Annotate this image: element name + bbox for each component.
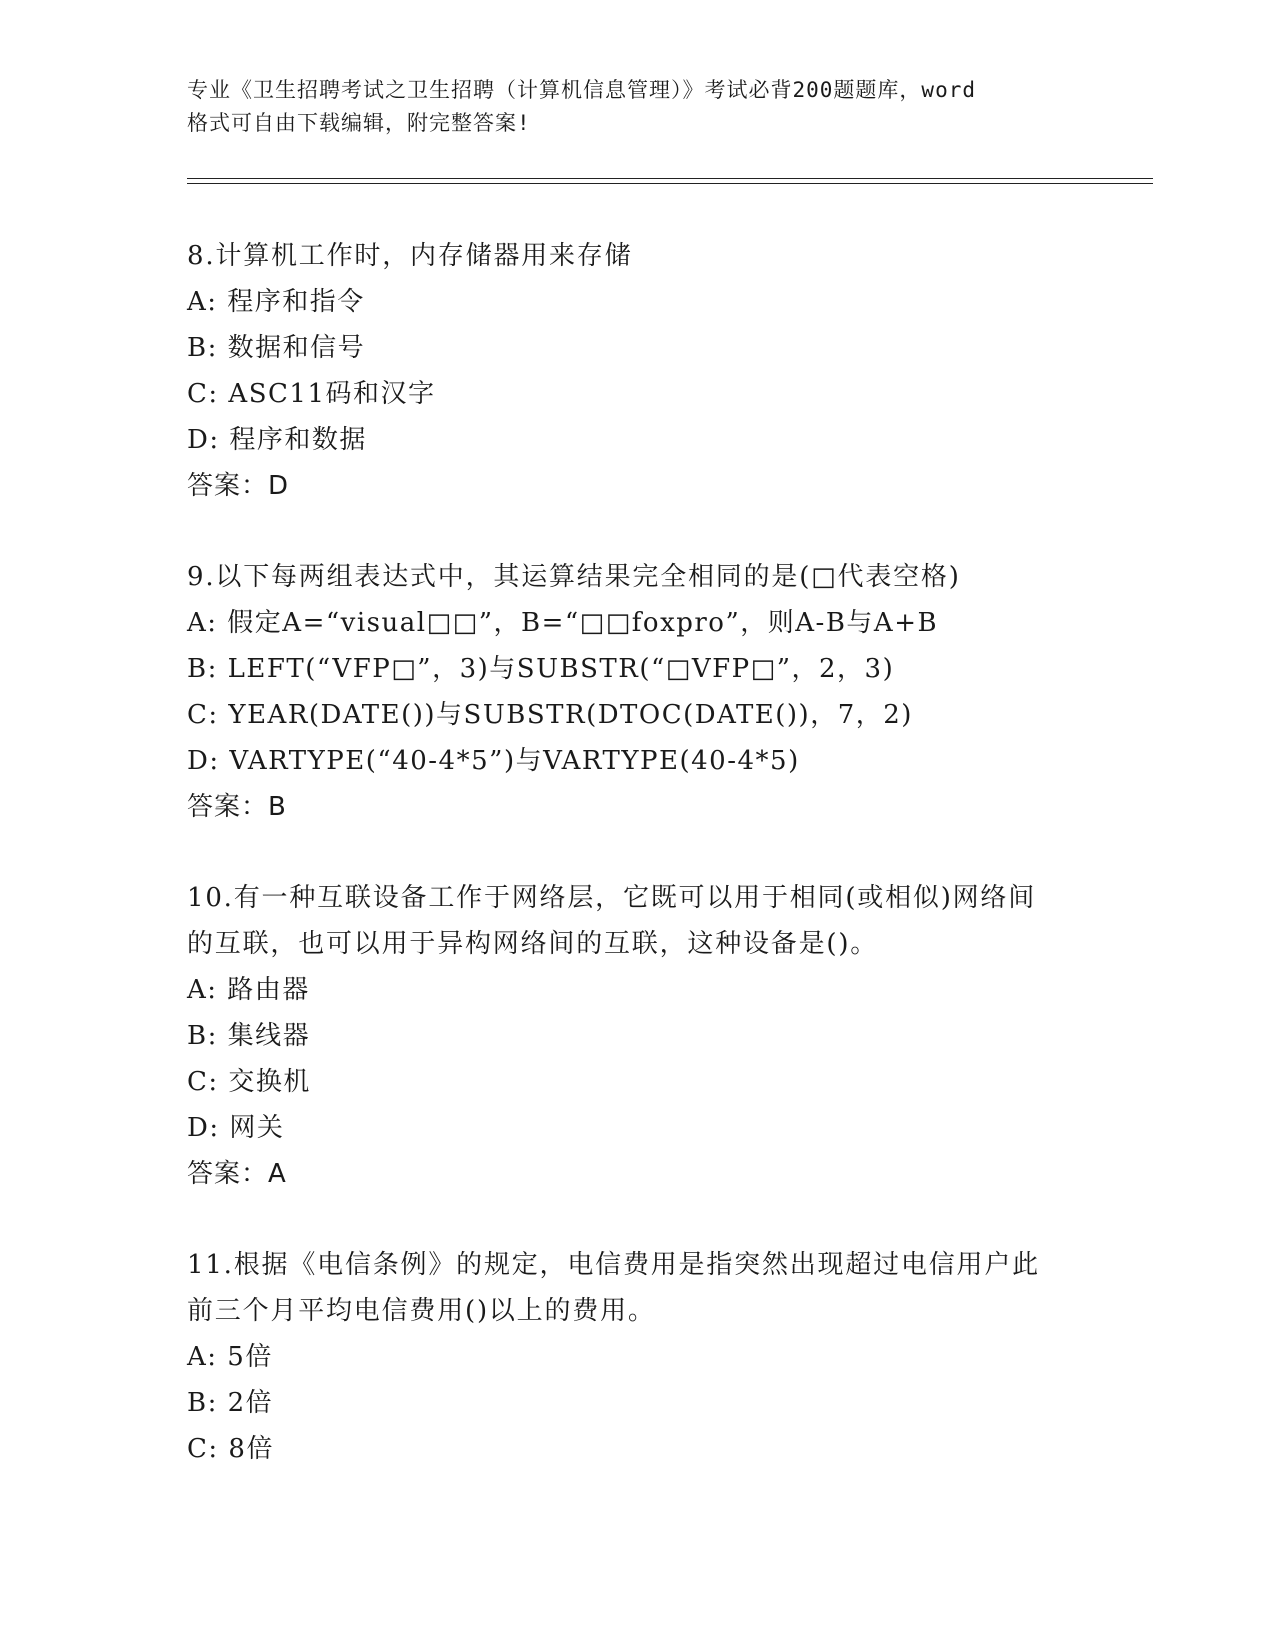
question-10 <box>187 875 1087 1197</box>
answer-label: 答案：A <box>187 1159 287 1189</box>
question-text-line-2: 前三个月平均电信费用()以上的费用。 <box>187 1296 656 1326</box>
option-c: C: ASC11码和汉字 <box>187 379 436 409</box>
option-b: B: LEFT(“VFP□”，3)与SUBSTR(“□VFP□”，2，3) <box>187 654 895 684</box>
option-a: A: 假定A=“visual□□”，B=“□□foxpro”，则A-B与A+B <box>187 608 939 638</box>
header-line-2: 格式可自由下载编辑，附完整答案! <box>187 111 531 135</box>
question-text: 9.以下每两组表达式中，其运算结果完全相同的是(□代表空格) <box>187 562 961 592</box>
question-text-line-2: 的互联，也可以用于异构网络间的互联，这种设备是()。 <box>187 929 879 959</box>
question-8 <box>187 233 1087 509</box>
document-header <box>187 74 1087 140</box>
option-c: C: YEAR(DATE())与SUBSTR(DTOC(DATE())，7，2) <box>187 700 913 730</box>
answer-label: 答案：B <box>187 792 287 822</box>
question-text-line-1: 10.有一种互联设备工作于网络层，它既可以用于相同(或相似)网络间 <box>187 883 1037 913</box>
question-11 <box>187 1242 1087 1472</box>
option-d: D: 网关 <box>187 1113 285 1143</box>
header-rule-top <box>187 178 1153 179</box>
option-b: B: 2倍 <box>187 1388 274 1418</box>
option-a: A: 路由器 <box>187 975 310 1005</box>
answer-label: 答案：D <box>187 471 290 501</box>
option-a: A: 程序和指令 <box>187 287 365 317</box>
header-rule-bottom <box>187 183 1153 184</box>
option-c: C: 8倍 <box>187 1434 274 1464</box>
question-9 <box>187 554 1087 830</box>
question-text: 8.计算机工作时，内存储器用来存储 <box>187 241 633 271</box>
question-list <box>187 233 1087 1517</box>
option-c: C: 交换机 <box>187 1067 311 1097</box>
option-a: A: 5倍 <box>187 1342 273 1372</box>
option-d: D: 程序和数据 <box>187 425 367 455</box>
option-d: D: VARTYPE(“40-4*5”)与VARTYPE(40-4*5) <box>187 746 800 776</box>
option-b: B: 数据和信号 <box>187 333 366 363</box>
option-b: B: 集线器 <box>187 1021 311 1051</box>
header-line-1: 专业《卫生招聘考试之卫生招聘（计算机信息管理）》考试必背200题题库，word <box>187 78 976 102</box>
question-text-line-1: 11.根据《电信条例》的规定，电信费用是指突然出现超过电信用户此 <box>187 1250 1040 1280</box>
